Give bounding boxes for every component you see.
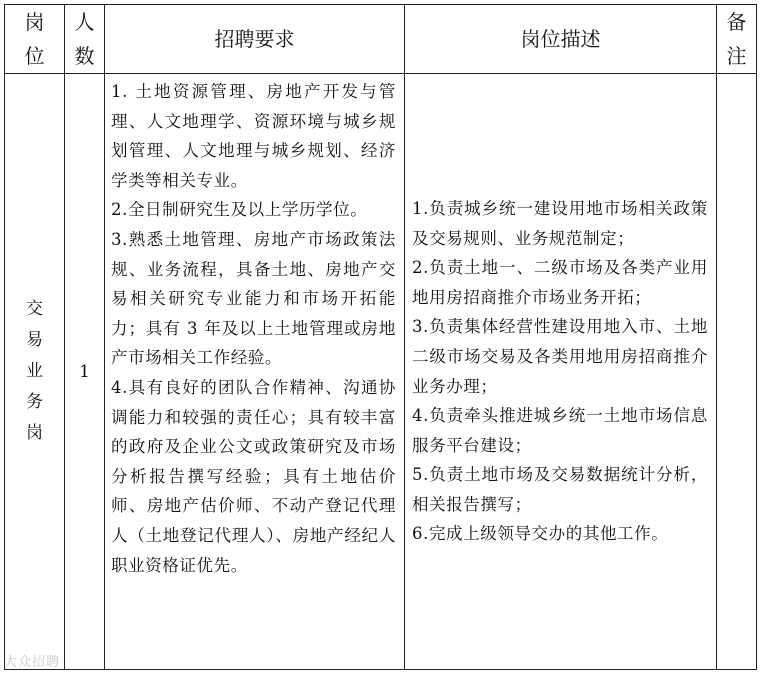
watermark: 大众招聘: [4, 655, 61, 670]
count-cell: 1: [65, 74, 105, 670]
remarks-cell: [717, 74, 757, 670]
description-item: 6.完成上级领导交办的其他工作。: [412, 524, 669, 544]
header-count: 人 数: [65, 5, 105, 74]
header-remarks: 备 注: [717, 5, 757, 74]
requirement-item: 1. 土地资源管理、房地产开发与管理、人文地理学、资源环境与城乡规划管理、人文地理与城乡规划、经济学类等相关专业。: [111, 82, 396, 190]
header-requirements: 招聘要求: [105, 5, 405, 74]
position-cell: 交 易 业 务 岗: [5, 74, 65, 670]
requirement-item: 3.熟悉土地管理、房地产市场政策法规、业务流程，具备土地、房地产交易相关研究专业能力和市场开拓能力；具有 3 年及以上土地管理或房地产市场相关工作经验。: [111, 229, 396, 368]
header-row: [5, 5, 757, 74]
header-description: 岗位描述: [405, 5, 717, 74]
description-cell: [405, 74, 717, 670]
description-item: 4.负责牵头推进城乡统一土地市场信息服务平台建设；: [412, 406, 708, 455]
requirements-cell: [105, 74, 405, 670]
requirement-item: 2.全日制研究生及以上学历学位。: [111, 200, 368, 220]
table-row: [5, 74, 757, 670]
description-item: 5.负责土地市场及交易数据统计分析，相关报告撰写；: [412, 465, 708, 514]
description-item: 1.负责城乡统一建设用地市场相关政策及交易规则、业务规范制定；: [412, 198, 708, 248]
description-item: 2.负责土地一、二级市场及各类产业用地用房招商推介市场业务开拓；: [412, 258, 708, 307]
description-item: 3.负责集体经营性建设用地入市、土地二级市场交易及各类用地用房招商推介业务办理；: [412, 317, 708, 396]
job-table: [4, 4, 757, 670]
header-position: 岗 位: [5, 5, 65, 74]
requirement-item: 4.具有良好的团队合作精神、沟通协调能力和较强的责任心；具有较丰富的政府及企业公文或政策研究及市场分析报告撰写经验；具有土地估价师、房地产估价师、不动产登记代理人（土地登记代理人）、房地产经纪人职业资格证优先。: [111, 377, 396, 575]
